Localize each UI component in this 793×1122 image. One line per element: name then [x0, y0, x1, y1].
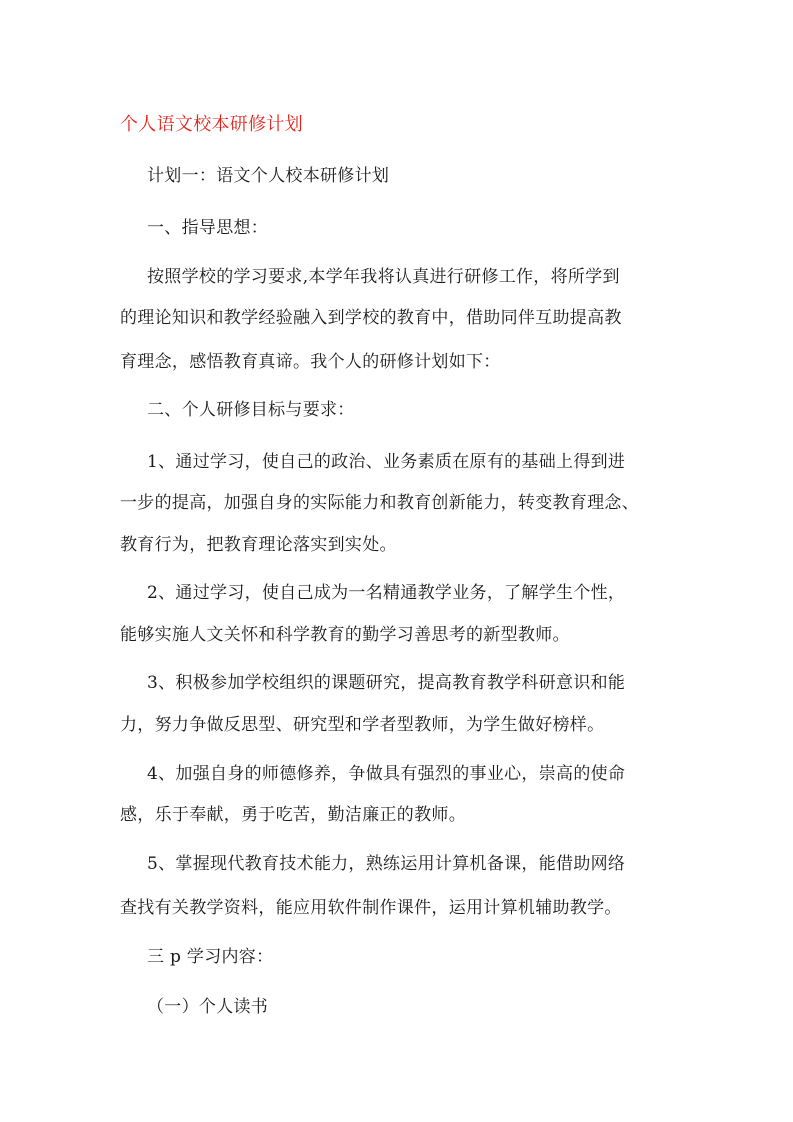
paragraph-line: 按照学校的学习要求,本学年我将认真进行研修工作，将所学到 — [147, 267, 620, 287]
list-item-1-line: 1、通过学习，使自己的政治、业务素质在原有的基础上得到进 — [147, 452, 626, 472]
list-item-2-line: 能够实施人文关怀和科学教育的勤学习善思考的新型教师。 — [120, 625, 570, 645]
paragraph-line: 育理念，感悟教育真谛。我个人的研修计划如下： — [120, 352, 501, 372]
section-heading-goals: 二、个人研修目标与要求： — [147, 400, 355, 420]
list-item-5-line: 查找有关教学资料，能应用软件制作课件，运用计算机辅助教学。 — [120, 898, 622, 918]
section-heading-guiding-thought: 一、指导思想： — [147, 218, 269, 238]
list-item-1-line: 教育行为，把教育理论落实到实处。 — [120, 535, 397, 555]
list-item-5-line: 5、掌握现代教育技术能力，熟练运用计算机备课，能借助网络 — [147, 854, 626, 874]
subsection-heading-personal-reading: （一）个人读书 — [147, 997, 269, 1017]
section-heading-learning-content: 三 p 学习内容： — [147, 947, 274, 967]
list-item-1-line: 一步的提高，加强自身的实际能力和教育创新能力，转变教育理念、 — [120, 493, 639, 513]
list-item-4-line: 4、加强自身的师德修养，争做具有强烈的事业心，崇高的使命 — [147, 764, 626, 784]
list-item-3-line: 3、积极参加学校组织的课题研究，提高教育教学科研意识和能 — [147, 673, 626, 693]
document-title: 个人语文校本研修计划 — [120, 114, 303, 135]
list-item-4-line: 感，乐于奉献，勇于吃苦，勤洁廉正的教师。 — [120, 805, 466, 825]
list-item-3-line: 力，努力争做反思型、研究型和学者型教师，为学生做好榜样。 — [120, 715, 605, 735]
list-item-2-line: 2、通过学习，使自己成为一名精通教学业务，了解学生个性， — [147, 583, 626, 603]
plan-subtitle: 计划一：语文个人校本研修计划 — [147, 166, 390, 186]
paragraph-line: 的理论知识和教学经验融入到学校的教育中，借助同伴互助提高教 — [120, 308, 622, 328]
